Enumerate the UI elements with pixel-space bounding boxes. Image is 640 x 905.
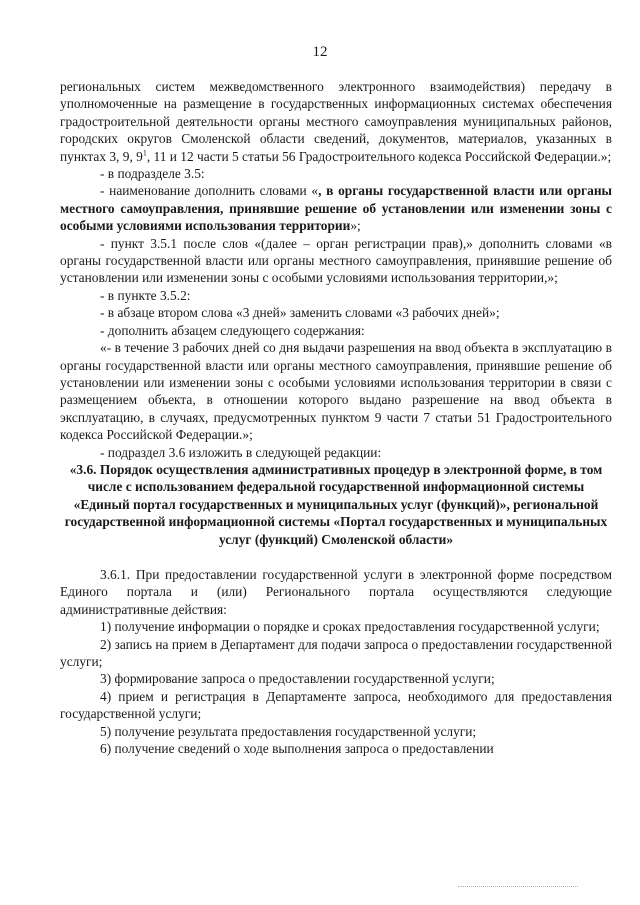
paragraph: - в абзаце втором слова «3 дней» заменить словами «3 рабочих дней»; [100,305,500,321]
paragraph-continuation [60,78,612,165]
paragraph-text: »; [350,218,361,234]
page-number: 12 [312,44,328,60]
list-item: 5) получение результата предоставления государственной услуги; [100,723,477,739]
list-item: 4) прием и регистрация в Департаменте запроса, необходимого для предоставления государственной услуги; [60,688,612,722]
paragraph: - в подразделе 3.5: [100,166,205,182]
paragraph: 3.6.1. При предоставлении государственной услуги в электронной форме посредством Единого портала и (или) Регионального портала осуществляются следующие административные действия: [60,566,612,617]
scan-artifact [458,882,578,887]
bold-insertion: , в органы государственной власти или органы местного самоуправления, принявшие решение об установлении или изменении зоны с особыми условиями использования территории [60,183,612,234]
paragraph: - подраздел 3.6 изложить в следующей редакции: [100,444,382,460]
section-heading: «3.6. Порядок осуществления административных процедур в электронной форме, в том числе с использованием федеральной государственной информационной системы «Единый портал государственных и муниципальных услуг (функций)», региональной государственной информационной системы «Портал государственных и муниципальных услуг (функций) Смоленской области» [64,461,608,547]
paragraph-text: региональных систем межведомственного электронного взаимодействия) передачу в уполномоченные на размещение в государственных информационных системах обеспечения градостроительной деятельности органы местного самоуправления муниципальных районов, городских округов Смоленской области сведений, документов, материалов, указанных в пунктах 3, 9, 9 [60,79,612,164]
list-item: 2) запись на прием в Департамент для подачи запроса о предоставлении государственной услуги; [60,636,612,669]
paragraph: - в пункте 3.5.2: [100,287,191,303]
list-item: 3) формирование запроса о предоставлении государственной услуги; [100,671,495,687]
paragraph-amendment-title [60,182,612,234]
list-item: 1) получение информации о порядке и сроках предоставления государственной услуги; [100,619,600,635]
paragraph-text: , 11 и 12 части 5 статьи 56 Градостроительного кодекса Российской Федерации.»; [146,148,612,164]
paragraph: «- в течение 3 рабочих дней со дня выдачи разрешения на ввод объекта в эксплуатацию в органы государственной власти или органы местного самоуправления, принявшие решение об установлении или изменении зоны с особыми условиями использования территории в связи с размещением объекта, в отношении которого выдано разрешение на ввод объекта в эксплуатацию, в случаях, предусмотренных пунктом 9 части 7 статьи 51 Градостроительного кодекса Российской Федерации.»; [60,340,612,443]
paragraph: - дополнить абзацем следующего содержания: [100,322,365,338]
list-item: 6) получение сведений о ходе выполнения запроса о предоставлении [100,741,494,757]
superscript: 1 [142,148,147,158]
spacer [60,548,612,566]
document-body [60,78,612,757]
paragraph: - пункт 3.5.1 после слов «(далее – орган регистрации прав),» дополнить словами «в органы государственной власти или органы местного самоуправления, принявшие решение об установлении или изменении зоны с особыми условиями использования территории,»; [60,235,612,286]
paragraph-text: - наименование дополнить словами « [100,183,319,199]
